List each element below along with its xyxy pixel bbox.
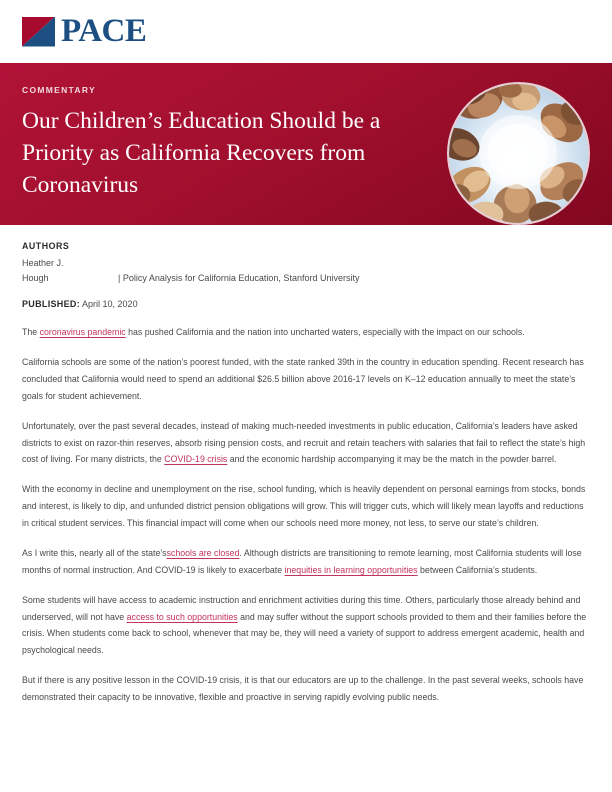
article-text: and the economic hardship accompanying it may be the match in the powder barrel.: [227, 454, 557, 465]
author-row: [22, 256, 590, 271]
authors-block: [22, 241, 590, 285]
article-paragraph: [22, 324, 590, 341]
article-content: [0, 225, 612, 706]
article-text: between California’s students.: [417, 564, 538, 575]
article-text: and may suffer without the support schools provided to them and their families before the crisis. When students come back to school, whenever that may be, they will need a variety of support to address emergent academic, health and psychological needs.: [22, 611, 587, 656]
article-link[interactable]: schools are closed: [166, 547, 240, 558]
published-row: [22, 299, 590, 309]
article-text: The: [22, 327, 40, 338]
article-text: Unfortunately, over the past several decades, instead of making much-needed investments in public education, California’s leaders have asked districts to exist on razor-thin reserves, absorb rising pension costs, and recruit and retain teachers with salaries that fail to reflect the state’s high cost of living. For many districts, the: [22, 420, 586, 465]
article-paragraph: [22, 418, 590, 469]
published-label: PUBLISHED:: [22, 299, 81, 310]
article-paragraph: [22, 354, 590, 405]
article-link[interactable]: inequities in learning opportunities: [284, 564, 418, 575]
article-link[interactable]: COVID-19 crisis: [164, 454, 228, 465]
article-text: . Although districts are transitioning to remote learning, most California students will lose months of normal instruction. And COVID-19 is likely to exacerbate: [22, 547, 582, 575]
article-text: But if there is any positive lesson in the COVID-19 crisis, it is that our educators are up to the challenge. In the past several weeks, schools have demonstrated their capacity to be innovative, flexible and proactive in serving rapidly evolving public needs.: [22, 675, 584, 703]
published-date: April 10, 2020: [82, 299, 138, 310]
article-paragraph: [22, 481, 590, 532]
author-row: [22, 271, 590, 286]
author-affiliation: [118, 271, 359, 286]
article-text: With the economy in decline and unemployment on the rise, school funding, which is heavily dependent on personal earnings from stocks, bonds and interest, is likely to dip, and unfunded district pension obligations will grow. This will trigger cuts, which will likely mean layoffs and reductions in critical student services. This financial impact will come when our schools need more money, not less, to serve our state’s children.: [22, 484, 586, 529]
article-body: [22, 324, 590, 706]
article-text: California schools are some of the nation’s poorest funded, with the state ranked 39th in the country in education spending. Recent research has concluded that California would need to spend an additional $26.5 billion above 2016-17 levels on K–12 education annually to meet the state’s goals for student achievement.: [22, 357, 584, 401]
article-paragraph: [22, 592, 590, 660]
site-header: [0, 0, 612, 63]
author-name-line1: Heather J.: [22, 258, 64, 268]
article-paragraph: [22, 545, 590, 579]
logo-wordmark: PACE: [61, 13, 147, 49]
page-title: Our Children’s Education Should be a Priority as California Recovers from Coronavirus: [22, 108, 381, 198]
hero-banner: [0, 63, 612, 225]
article-paragraph: [22, 672, 590, 706]
article-text: has pushed California and the nation into uncharted waters, especially with the impact on our schools.: [125, 327, 525, 338]
joined-hands-illustration: [449, 84, 588, 223]
author-separator: |: [118, 272, 121, 283]
pace-logo[interactable]: [22, 15, 146, 48]
article-link[interactable]: coronavirus pandemic: [39, 327, 126, 338]
content-type-kicker: COMMENTARY: [22, 85, 96, 95]
author-name-line2: Hough: [22, 272, 49, 283]
pace-diagonal-mark-icon: [22, 17, 55, 47]
article-text: As I write this, nearly all of the state’s: [22, 547, 167, 558]
authors-label: AUTHORS: [22, 241, 70, 251]
hero-circle-photo: [447, 82, 590, 225]
affiliation-text: Policy Analysis for California Education, Stanford University: [122, 272, 360, 283]
article-text: Some students will have access to academic instruction and enrichment activities during this time. Others, particularly those already behind and underserved, will not have: [22, 594, 581, 622]
article-link[interactable]: access to such opportunities: [126, 611, 238, 622]
